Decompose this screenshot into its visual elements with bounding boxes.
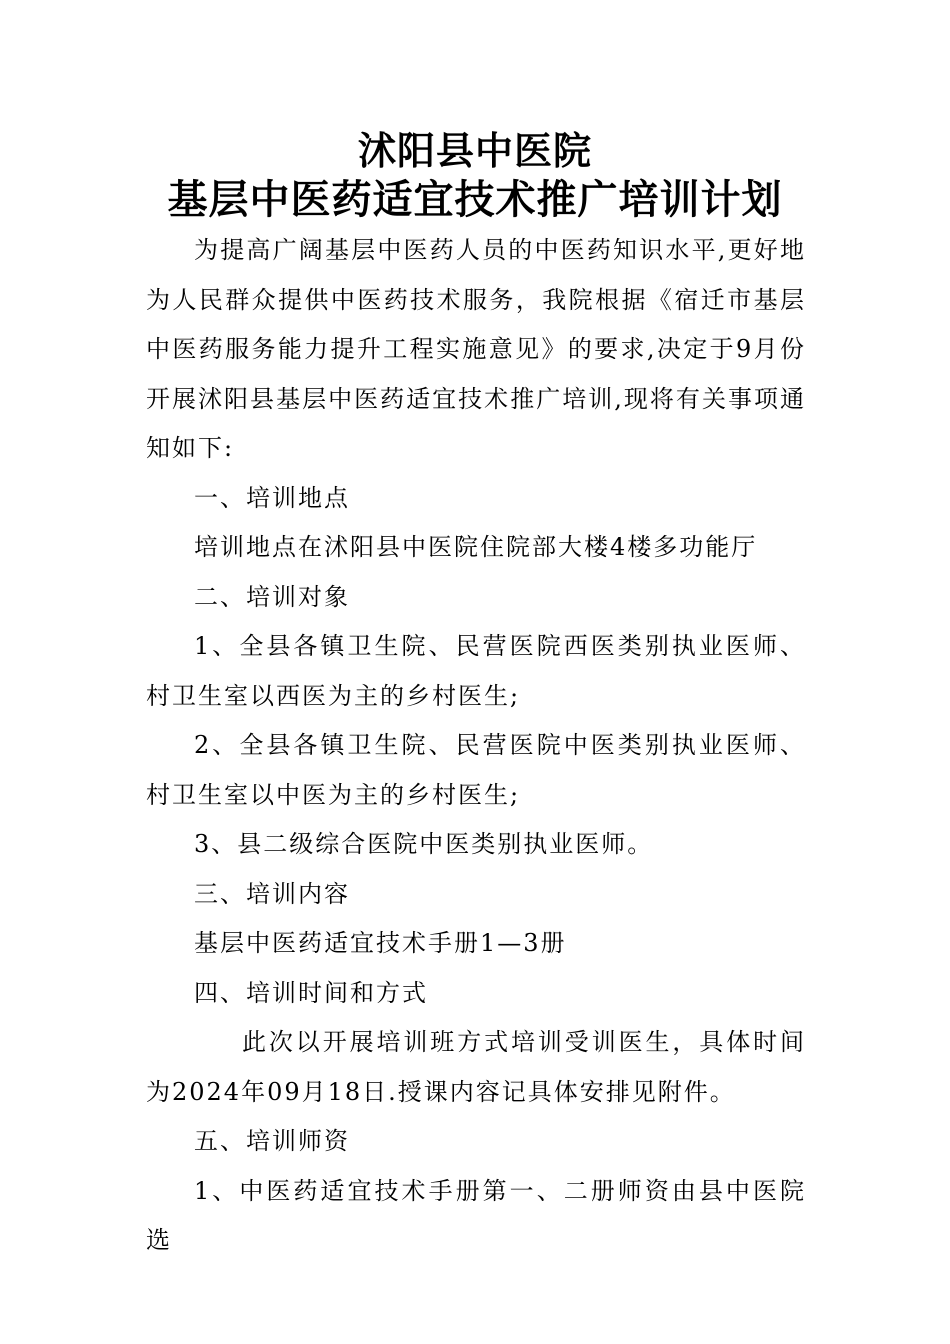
schedule-paragraph: 此次以开展培训班方式培训受训医生，具体时间为2024年09月18日.授课内容记具体安排见附件。: [146, 1028, 806, 1106]
section-heading-location: 一、培训地点: [194, 483, 350, 512]
document-body: [146, 226, 806, 1266]
section-heading-content: 三、培训内容: [194, 879, 350, 908]
audience-item-1: 1、全县各镇卫生院、民营医院西医类别执业医师、村卫生室以西医为主的乡村医生;: [146, 632, 806, 710]
section-heading-audience: 二、培训对象: [194, 582, 350, 611]
content-paragraph: 基层中医药适宜技术手册1—3册: [194, 929, 567, 957]
section-heading-instructors: 五、培训师资: [194, 1127, 350, 1155]
document-title-plan: 基层中医药适宜技术推广培训计划: [167, 177, 783, 223]
intro-paragraph: 为提高广阔基层中医药人员的中医药知识水平,更好地为人民群众提供中医药技术服务，我院根据《宿迁市基层中医药服务能力提升工程实施意见》的要求,决定于9月份开展沭阳县基层中医药适宜技术推广培训,现将有关事项通知如下:: [146, 236, 806, 462]
section-heading-schedule: 四、培训时间和方式: [194, 978, 428, 1007]
location-paragraph: 培训地点在沭阳县中医院住院部大楼4楼多功能厅: [194, 533, 758, 561]
document-title-hospital: 沭阳县中医院: [357, 129, 592, 173]
audience-item-3: 3、县二级综合医院中医类别执业医师。: [194, 830, 654, 858]
instructors-item-1: 1、中医药适宜技术手册第一、二册师资由县中医院选: [146, 1176, 806, 1254]
audience-item-2: 2、全县各镇卫生院、民营医院中医类别执业医师、村卫生室以中医为主的乡村医生;: [146, 731, 806, 809]
